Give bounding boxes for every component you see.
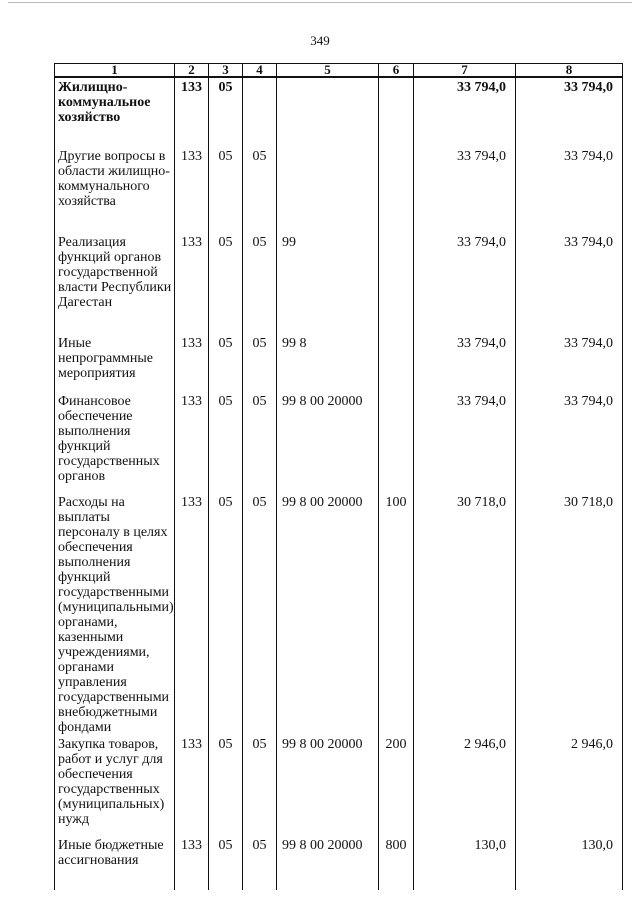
page-number: 349 [310, 33, 330, 48]
cell-c2: 133 [175, 334, 209, 392]
cell-c3: 05 [209, 836, 243, 890]
cell-c8: 33 794,0 [516, 334, 623, 392]
cell-c2: 133 [175, 77, 209, 147]
cell-c1: Финансовое обеспечение выполнения функций государственных органов [55, 392, 175, 493]
cell-c1: Другие вопросы в области жилищно-коммунального хозяйства [55, 147, 175, 233]
cell-c6 [379, 77, 414, 147]
header-row [55, 64, 623, 78]
cell-c6: 100 [379, 493, 414, 735]
cell-c8: 33 794,0 [516, 147, 623, 233]
cell-c3: 05 [209, 77, 243, 147]
header-cell: 5 [277, 64, 379, 78]
cell-c4: 05 [243, 836, 277, 890]
budget-table [54, 63, 623, 890]
table-row [55, 77, 623, 147]
table-row [55, 233, 623, 334]
cell-c7: 130,0 [414, 836, 516, 890]
cell-c6 [379, 392, 414, 493]
cell-c1: Иные бюджетные ассигнования [55, 836, 175, 890]
cell-c3: 05 [209, 392, 243, 493]
cell-c5: 99 8 00 20000 [277, 392, 379, 493]
top-rule [8, 2, 632, 3]
table-row [55, 836, 623, 890]
cell-c5: 99 8 00 20000 [277, 493, 379, 735]
cell-c1: Иные непрограммные мероприятия [55, 334, 175, 392]
cell-c4 [243, 77, 277, 147]
cell-c7: 33 794,0 [414, 392, 516, 493]
table-row [55, 147, 623, 233]
cell-c4: 05 [243, 392, 277, 493]
cell-c8: 33 794,0 [516, 233, 623, 334]
header-cell: 4 [243, 64, 277, 78]
cell-c6 [379, 147, 414, 233]
cell-c5: 99 8 00 20000 [277, 735, 379, 836]
cell-c1: Закупка товаров, работ и услуг для обеспечения государственных (муниципальных) нужд [55, 735, 175, 836]
cell-c7: 33 794,0 [414, 147, 516, 233]
cell-c3: 05 [209, 233, 243, 334]
cell-c6 [379, 334, 414, 392]
header-cell: 3 [209, 64, 243, 78]
cell-c2: 133 [175, 493, 209, 735]
cell-c3: 05 [209, 147, 243, 233]
cell-c8: 30 718,0 [516, 493, 623, 735]
header-cell: 7 [414, 64, 516, 78]
cell-c4: 05 [243, 334, 277, 392]
table-row [55, 735, 623, 836]
cell-c5: 99 8 00 20000 [277, 836, 379, 890]
cell-c1: Жилищно-коммунальное хозяйство [55, 77, 175, 147]
cell-c5: 99 [277, 233, 379, 334]
cell-c4: 05 [243, 233, 277, 334]
cell-c8: 130,0 [516, 836, 623, 890]
table-row [55, 493, 623, 735]
cell-c8: 33 794,0 [516, 77, 623, 147]
cell-c7: 33 794,0 [414, 334, 516, 392]
cell-c6 [379, 233, 414, 334]
budget-table-container [54, 62, 622, 868]
cell-c7: 33 794,0 [414, 233, 516, 334]
cell-c7: 2 946,0 [414, 735, 516, 836]
cell-c2: 133 [175, 233, 209, 334]
cell-c1: Реализация функций органов государственной власти Республики Дагестан [55, 233, 175, 334]
cell-c7: 30 718,0 [414, 493, 516, 735]
header-cell: 1 [55, 64, 175, 78]
table-row [55, 392, 623, 493]
table-row [55, 334, 623, 392]
header-cell: 2 [175, 64, 209, 78]
cell-c6: 800 [379, 836, 414, 890]
cell-c8: 33 794,0 [516, 392, 623, 493]
cell-c1: Расходы на выплаты персоналу в целях обеспечения выполнения функций государственными (муниципальными) органами, казенными учреждениями, органами управления государственными внебюджетными фондами [55, 493, 175, 735]
cell-c3: 05 [209, 334, 243, 392]
header-cell: 6 [379, 64, 414, 78]
cell-c8: 2 946,0 [516, 735, 623, 836]
cell-c3: 05 [209, 735, 243, 836]
header-cell: 8 [516, 64, 623, 78]
cell-c7: 33 794,0 [414, 77, 516, 147]
cell-c6: 200 [379, 735, 414, 836]
cell-c2: 133 [175, 836, 209, 890]
cell-c4: 05 [243, 735, 277, 836]
cell-c3: 05 [209, 493, 243, 735]
cell-c5 [277, 77, 379, 147]
cell-c4: 05 [243, 493, 277, 735]
cell-c5 [277, 147, 379, 233]
cell-c5: 99 8 [277, 334, 379, 392]
cell-c4: 05 [243, 147, 277, 233]
cell-c2: 133 [175, 147, 209, 233]
cell-c2: 133 [175, 735, 209, 836]
cell-c2: 133 [175, 392, 209, 493]
